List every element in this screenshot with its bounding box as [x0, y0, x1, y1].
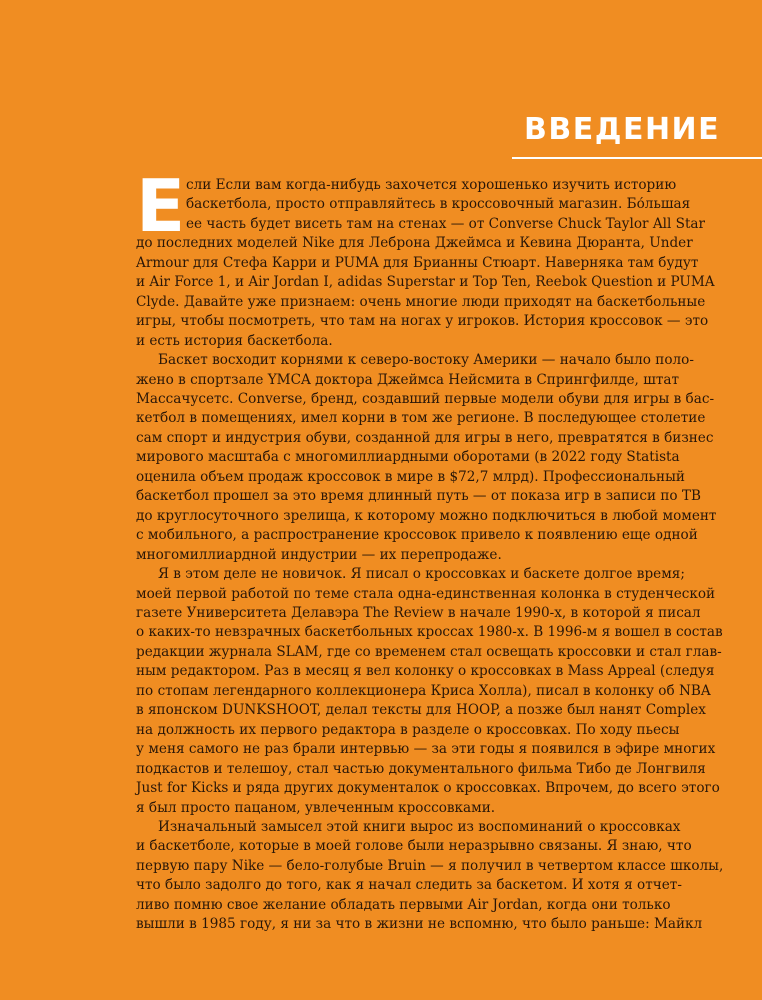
text-line: кетбол в помещениях, имел корни в том же регионе. В последующее столетие	[136, 410, 706, 427]
text-line: редакции журнала SLAM, где со временем стал освещать кроссовки и стал глав-	[136, 643, 722, 660]
text-line: Изначальный замысел этой книги вырос из воспоминаний о кроссовках	[158, 818, 681, 835]
text-line: моей первой работой по теме стала одна-единственная колонка в студенческой	[136, 585, 716, 602]
text-line: Armour для Стефа Карри и PUMA для Брианны Стюарт. Наверняка там будут	[136, 254, 699, 271]
text-line: Массачусетс. Converse, бренд, создавший первые модели обуви для игры в бас-	[136, 390, 715, 407]
text-line: у меня самого не раз брали интервью — за эти годы я появился в эфире многих	[136, 741, 716, 758]
text-line: что было задолго до того, как я начал следить за баскетом. И хотя я отчет-	[136, 877, 682, 894]
text-line: жено в спортзале YMCA доктора Джеймса Нейсмита в Спрингфилде, штат	[136, 371, 679, 388]
text-line: ливо помню свое желание обладать первыми Air Jordan, когда они только	[136, 896, 671, 913]
text-line: игры, чтобы посмотреть, что там на ногах у игроков. История кроссовок — это	[136, 313, 709, 330]
text-line: на должность их первого редактора в разделе о кроссовках. По ходу пьесы	[136, 721, 680, 738]
text-line: ным редактором. Раз в месяц я вел колонку о кроссовках в Mass Appeal (следуя	[136, 663, 715, 680]
text-line: баскетбола, просто отправляйтесь в кроссовочный магазин. Бо́льшая	[186, 196, 691, 213]
text-line: до круглосуточного зрелища, к которому можно подключиться в любой момент	[136, 507, 717, 524]
paragraph-3	[136, 565, 723, 818]
text-line: Clyde. Давайте уже признаем: очень многие люди приходят на баскетбольные	[136, 293, 706, 310]
text-line: с мобильного, а распространение кроссовок привело к появлению еще одной	[136, 527, 698, 544]
paragraph-1	[136, 164, 715, 351]
chapter-heading-block	[512, 110, 762, 159]
text-line: я был просто пацаном, увлеченным кроссовками.	[136, 799, 496, 816]
text-line: вышли в 1985 году, я ни за что в жизни не вспомню, что было раньше: Майкл	[136, 916, 703, 933]
text-line: и есть история баскетбола.	[136, 332, 333, 349]
chapter-title: ВВЕДЕНИЕ	[524, 112, 721, 147]
text-line: газете Университета Делавэра The Review в начале 1990-х, в которой я писал	[136, 604, 701, 621]
text-line: баскетбол прошел за это время длинный путь — от показа игр в записи по ТВ	[136, 488, 701, 505]
drop-cap: Е	[136, 164, 186, 248]
text-line: Just for Kicks и ряда других документалок о кроссовках. Впрочем, до всего этого	[136, 780, 720, 797]
text-line: о каких-то невзрачных баскетбольных кроссах 1980-х. В 1996-м я вошел в состав	[136, 624, 723, 641]
heading-underline	[512, 157, 762, 159]
text-line: оценила объем продаж кроссовок в мире в $72,7 млрд). Профессиональный	[136, 468, 685, 485]
text-line: в японском DUNKSHOOT, делал тексты для HOOP, а позже был нанят Complex	[136, 702, 706, 719]
text-line: ее часть будет висеть там на стенах — от Converse Chuck Taylor All Star	[186, 215, 706, 232]
text-line: до последних моделей Nike для Леброна Джеймса и Кевина Дюранта, Under	[136, 235, 693, 252]
body-text	[136, 164, 724, 935]
text-line: сли Если вам когда-нибудь захочется хорошенько изучить историю	[186, 177, 677, 193]
text-line: Я в этом деле не новичок. Я писал о кроссовках и баскете долгое время;	[158, 566, 685, 583]
text-line: по стопам легендарного коллекционера Криса Холла), писал в колонку об NBA	[136, 682, 711, 699]
text-line: и Air Force 1, и Air Jordan I, adidas Superstar и Top Ten, Reebok Question и PUMA	[136, 274, 715, 291]
text-line: многомиллиардной индустрии — их перепродаже.	[136, 546, 502, 563]
text-line: Баскет восходит корнями к северо-востоку Америки — начало было поло-	[158, 352, 694, 369]
paragraph-2	[136, 351, 717, 565]
text-line: и баскетболе, которые в моей голове были неразрывно связаны. Я знаю, что	[136, 838, 692, 855]
paragraph-4	[136, 818, 724, 935]
text-line: сам спорт и индустрия обуви, созданной для игры в него, превратятся в бизнес	[136, 429, 714, 446]
text-line: мирового масштаба с многомиллиардными оборотами (в 2022 году Statista	[136, 449, 680, 466]
text-line: подкастов и телешоу, стал частью документального фильма Тибо де Лонгвиля	[136, 760, 706, 777]
text-line: первую пару Nike — бело-голубые Bruin — я получил в четвертом классе школы,	[136, 857, 724, 874]
